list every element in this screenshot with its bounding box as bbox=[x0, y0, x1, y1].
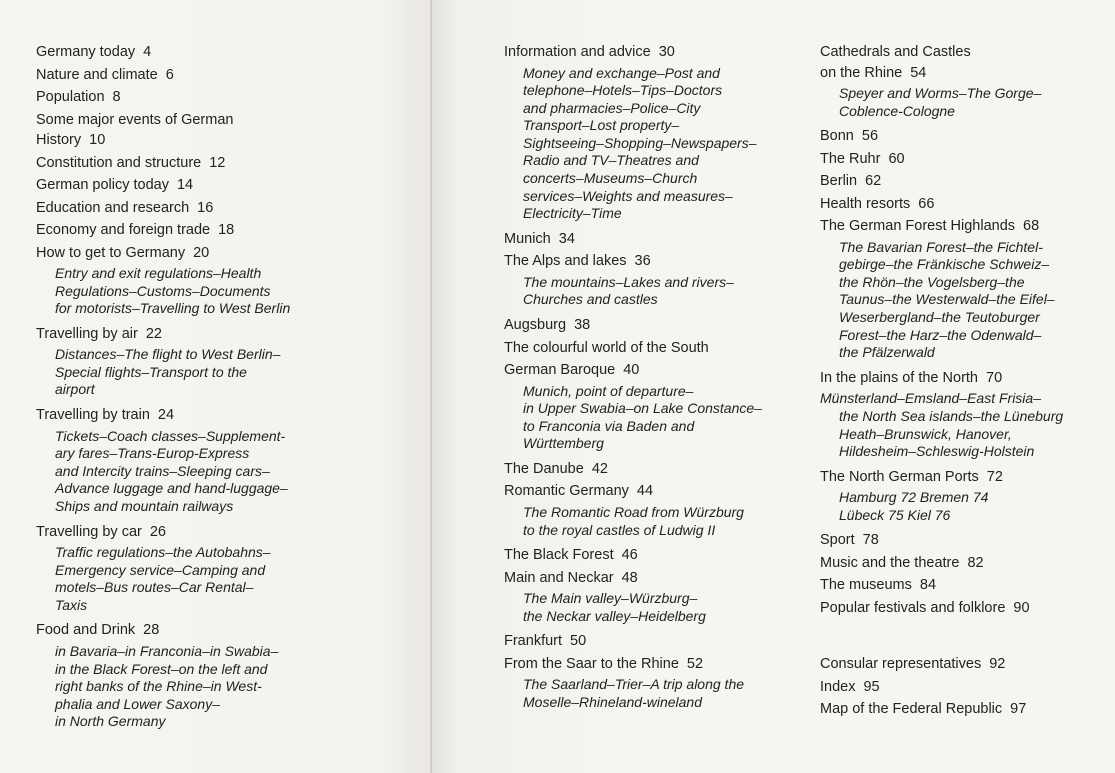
toc-subtopics bbox=[504, 504, 804, 539]
toc-entry bbox=[820, 216, 1115, 237]
toc-subtopic-line: Ships and mountain railways bbox=[55, 497, 234, 514]
toc-subtopics bbox=[36, 346, 416, 399]
toc-subtopic-line: Tickets–Coach classes–Supplement- bbox=[55, 427, 286, 444]
toc-page-number: 46 bbox=[621, 547, 638, 564]
toc-subtopic-line: Heath–Brunswick, Hanover, bbox=[839, 425, 1012, 442]
toc-subtopic-line: Electricity–Time bbox=[523, 205, 622, 222]
toc-subtopic-line: Special flights–Transport to the bbox=[55, 363, 247, 380]
toc-entry-title: Population bbox=[36, 89, 105, 105]
toc-page-number: 16 bbox=[197, 199, 214, 216]
toc-subtopic-line: airport bbox=[55, 381, 95, 398]
toc-page-number: 97 bbox=[1010, 701, 1027, 718]
toc-entry bbox=[36, 153, 416, 174]
toc-page-number: 68 bbox=[1023, 218, 1040, 235]
toc-entry-title: on the Rhine bbox=[820, 64, 903, 81]
toc-entry bbox=[820, 677, 1115, 698]
toc-subtopics bbox=[820, 85, 1115, 120]
toc-page-number: 52 bbox=[686, 655, 704, 672]
toc-entry bbox=[820, 654, 1115, 675]
toc-entry-title: Main and Neckar bbox=[504, 569, 614, 586]
toc-entry-title: Travelling by car bbox=[36, 523, 142, 540]
spacer bbox=[820, 620, 1115, 654]
toc-subtopic-line: Traffic regulations–the Autobahns– bbox=[55, 544, 271, 561]
toc-subtopic-line: Speyer and Worms–The Gorge– bbox=[839, 85, 1042, 101]
toc-subtopic-line: Hamburg 72 Bremen 74 bbox=[839, 489, 989, 506]
toc-entry-title: Popular festivals and folklore bbox=[820, 599, 1006, 616]
toc-page-number: 12 bbox=[209, 154, 226, 171]
toc-subtopic-line: in Bavaria–in Franconia–in Swabia– bbox=[55, 642, 279, 659]
toc-column-right-2 bbox=[820, 42, 1115, 722]
toc-subtopics bbox=[36, 544, 416, 614]
toc-page-number: 10 bbox=[89, 132, 106, 148]
toc-entry-title: The Alps and lakes bbox=[504, 253, 627, 270]
toc-entry-title: Bonn bbox=[820, 128, 854, 145]
toc-entry bbox=[36, 87, 416, 108]
toc-subtopics bbox=[820, 489, 1115, 524]
toc-entry bbox=[504, 229, 804, 250]
toc-page-number: 70 bbox=[986, 369, 1003, 386]
toc-entry bbox=[504, 360, 804, 381]
toc-subtopics bbox=[36, 643, 416, 731]
toc-entry-title: Constitution and structure bbox=[36, 154, 202, 171]
toc-subtopic-line: Transport–Lost property– bbox=[523, 117, 680, 134]
toc-page-number: 30 bbox=[658, 44, 675, 60]
toc-page-number: 92 bbox=[989, 656, 1006, 673]
toc-subtopic-line: Radio and TV–Theatres and bbox=[523, 152, 699, 169]
toc-entry-title: Frankfurt bbox=[504, 633, 563, 650]
toc-entry bbox=[820, 467, 1115, 488]
toc-entry-title: Economy and foreign trade bbox=[36, 222, 211, 238]
toc-subtopic-line: The mountains–Lakes and rivers– bbox=[523, 273, 734, 290]
toc-entry-title: The North German Ports bbox=[820, 468, 979, 485]
toc-entry-title: Education and research bbox=[36, 199, 190, 216]
toc-entry bbox=[820, 194, 1115, 215]
toc-entry bbox=[36, 175, 416, 196]
toc-subtopic-line: Entry and exit regulations–Health bbox=[55, 265, 262, 281]
toc-page-number: 20 bbox=[193, 244, 210, 261]
toc-entry-title: Information and advice bbox=[504, 44, 651, 60]
toc-subtopic-line: for motorists–Travelling to West Berlin bbox=[55, 300, 291, 317]
toc-subtopic-line: Churches and castles bbox=[523, 291, 658, 308]
toc-subtopics bbox=[504, 65, 804, 223]
toc-subtopic-line: and pharmacies–Police–City bbox=[523, 99, 701, 116]
toc-entry-title: The Ruhr bbox=[820, 150, 881, 167]
toc-entry bbox=[820, 368, 1115, 389]
toc-subtopics bbox=[504, 590, 804, 625]
toc-entry bbox=[504, 545, 804, 566]
toc-entry-title: The colourful world of the South bbox=[504, 339, 709, 356]
toc-entry bbox=[820, 42, 1115, 83]
toc-page-number: 72 bbox=[986, 468, 1003, 485]
toc-subtopic-line: Weserbergland–the Teutoburger bbox=[839, 309, 1040, 326]
toc-entry-title: The Black Forest bbox=[504, 547, 614, 564]
toc-page-number: 84 bbox=[919, 577, 937, 594]
toc-page-number: 42 bbox=[591, 460, 608, 477]
toc-entry-title: Health resorts bbox=[820, 195, 911, 212]
toc-page-number: 38 bbox=[574, 317, 591, 334]
toc-entry-title: Munich bbox=[504, 230, 551, 247]
toc-subtopic-line: Lübeck 75 Kiel 76 bbox=[839, 506, 951, 523]
toc-subtopic-line: gebirge–the Fränkische Schweiz– bbox=[839, 256, 1050, 273]
toc-entry-title: Travelling by air bbox=[36, 325, 138, 342]
toc-entry-title: History bbox=[36, 132, 82, 148]
toc-entry bbox=[36, 620, 416, 641]
toc-entry bbox=[504, 338, 804, 359]
toc-page-number: 82 bbox=[967, 554, 984, 571]
toc-page-number: 8 bbox=[112, 89, 121, 105]
toc-subtopic-line: Distances–The flight to West Berlin– bbox=[55, 346, 281, 363]
toc-entry-title: Sport bbox=[820, 532, 855, 549]
toc-page-number: 40 bbox=[623, 362, 640, 379]
toc-subtopic-line: Württemberg bbox=[523, 435, 604, 452]
toc-subtopic-line: phalia and Lower Saxony– bbox=[55, 695, 221, 712]
toc-subtopic-line: to the royal castles of Ludwig II bbox=[523, 521, 716, 538]
toc-page-number: 34 bbox=[558, 230, 575, 247]
toc-entry bbox=[820, 699, 1115, 720]
toc-page-number: 90 bbox=[1013, 599, 1030, 616]
toc-entry bbox=[820, 171, 1115, 192]
toc-page-number: 62 bbox=[865, 173, 882, 190]
toc-subtopic-line: in the Black Forest–on the left and bbox=[55, 660, 268, 677]
toc-subtopics bbox=[504, 676, 804, 711]
toc-subtopic-line: the North Sea islands–the Lüneburg bbox=[839, 407, 1064, 424]
toc-subtopics bbox=[36, 428, 416, 516]
toc-subtopic-line: Taxis bbox=[55, 596, 88, 613]
toc-page-number: 50 bbox=[570, 633, 587, 650]
toc-subtopic-line: Münsterland–Emsland–East Frisia– bbox=[820, 390, 1041, 407]
toc-entry-title: Cathedrals and Castles bbox=[820, 44, 971, 60]
toc-entry-title: Nature and climate bbox=[36, 66, 158, 83]
toc-subtopic-line: Forest–the Harz–the Odenwald– bbox=[839, 326, 1042, 343]
toc-entry-title: Music and the theatre bbox=[820, 554, 960, 571]
toc-subtopic-line: and Intercity trains–Sleeping cars– bbox=[55, 462, 270, 479]
toc-subtopic-line: ary fares–Trans-Europ-Express bbox=[55, 445, 250, 462]
toc-entry-title: Index bbox=[820, 678, 856, 695]
toc-page-number: 48 bbox=[621, 569, 638, 586]
toc-subtopics bbox=[504, 274, 804, 309]
toc-subtopic-line: Hildesheim–Schleswig-Holstein bbox=[839, 443, 1035, 460]
toc-entry-title: The German Forest Highlands bbox=[820, 218, 1016, 235]
toc-subtopic-line: The Main valley–Würzburg– bbox=[523, 590, 698, 607]
toc-column-left bbox=[36, 42, 416, 737]
toc-page-number: 4 bbox=[143, 44, 152, 60]
toc-entry bbox=[504, 315, 804, 336]
toc-entry bbox=[820, 530, 1115, 551]
toc-entry bbox=[36, 324, 416, 345]
toc-entry bbox=[36, 65, 416, 86]
toc-subtopic-line: telephone–Hotels–Tips–Doctors bbox=[523, 82, 723, 99]
toc-entry bbox=[36, 110, 416, 151]
toc-entry-title: Augsburg bbox=[504, 317, 567, 334]
toc-entry-title: Food and Drink bbox=[36, 622, 136, 639]
toc-entry-title: German policy today bbox=[36, 177, 169, 193]
toc-entry bbox=[820, 149, 1115, 170]
toc-page-number: 78 bbox=[862, 532, 879, 549]
toc-page-number: 44 bbox=[636, 483, 654, 500]
toc-entry bbox=[36, 522, 416, 543]
toc-subtopic-line: Regulations–Customs–Documents bbox=[55, 282, 271, 299]
toc-page-number: 60 bbox=[888, 150, 905, 167]
toc-page-number: 36 bbox=[634, 253, 651, 270]
toc-subtopics bbox=[820, 390, 1115, 460]
toc-subtopic-line: services–Weights and measures– bbox=[523, 187, 733, 204]
toc-page-number: 54 bbox=[910, 64, 927, 81]
toc-entry-title: How to get to Germany bbox=[36, 244, 186, 261]
toc-entry bbox=[820, 598, 1115, 619]
toc-entry bbox=[820, 575, 1115, 596]
toc-subtopic-line: concerts–Museums–Church bbox=[523, 170, 698, 187]
toc-subtopic-line: Taunus–the Westerwald–the Eifel– bbox=[839, 291, 1055, 308]
toc-entry bbox=[36, 198, 416, 219]
toc-page-number: 26 bbox=[149, 523, 166, 540]
toc-subtopic-line: The Romantic Road from Würzburg bbox=[523, 503, 744, 520]
toc-subtopic-line: motels–Bus routes–Car Rental– bbox=[55, 579, 254, 596]
toc-subtopics bbox=[504, 383, 804, 453]
toc-entry bbox=[504, 42, 804, 63]
right-page bbox=[432, 0, 1115, 773]
toc-subtopics bbox=[820, 239, 1115, 362]
toc-entry bbox=[504, 251, 804, 272]
toc-entry-title: Berlin bbox=[820, 173, 858, 190]
toc-subtopic-line: the Pfälzerwald bbox=[839, 344, 935, 361]
toc-page-number: 28 bbox=[143, 622, 160, 639]
toc-entry-title: Travelling by train bbox=[36, 407, 150, 424]
toc-subtopic-line: Advance luggage and hand-luggage– bbox=[55, 480, 288, 497]
toc-entry-title: From the Saar to the Rhine bbox=[504, 655, 679, 672]
toc-subtopic-line: to Franconia via Baden and bbox=[523, 417, 695, 434]
toc-subtopic-line: Emergency service–Camping and bbox=[55, 561, 266, 578]
toc-entry bbox=[36, 243, 416, 264]
toc-entry bbox=[504, 631, 804, 652]
toc-entry bbox=[504, 481, 804, 502]
toc-entry-title: Consular representatives bbox=[820, 656, 982, 673]
toc-subtopic-line: Sightseeing–Shopping–Newspapers– bbox=[523, 134, 757, 151]
toc-entry-title: The museums bbox=[820, 577, 912, 594]
toc-subtopic-line: in North Germany bbox=[55, 713, 166, 730]
toc-page-number: 6 bbox=[165, 66, 174, 83]
toc-subtopic-line: The Bavarian Forest–the Fichtel- bbox=[839, 238, 1043, 255]
toc-entry bbox=[36, 42, 416, 63]
toc-subtopic-line: Coblence-Cologne bbox=[839, 102, 955, 119]
toc-subtopic-line: the Neckar valley–Heidelberg bbox=[523, 607, 706, 624]
toc-subtopic-line: right banks of the Rhine–in West- bbox=[55, 678, 262, 695]
toc-entry-title: In the plains of the North bbox=[820, 369, 978, 386]
toc-page-number: 18 bbox=[218, 222, 235, 238]
toc-entry bbox=[36, 220, 416, 241]
toc-subtopics bbox=[36, 265, 416, 318]
toc-subtopic-line: Moselle–Rhineland-wineland bbox=[523, 693, 702, 710]
toc-entry bbox=[504, 568, 804, 589]
toc-page-number: 95 bbox=[863, 678, 880, 695]
toc-page-number: 24 bbox=[157, 407, 175, 424]
toc-entry bbox=[36, 405, 416, 426]
toc-entry bbox=[820, 553, 1115, 574]
toc-entry-title: The Danube bbox=[504, 460, 584, 477]
toc-entry bbox=[504, 654, 804, 675]
toc-entry-title: Romantic Germany bbox=[504, 483, 629, 500]
toc-subtopic-line: in Upper Swabia–on Lake Constance– bbox=[523, 400, 762, 417]
toc-subtopic-line: the Rhön–the Vogelsberg–the bbox=[839, 273, 1025, 290]
toc-subtopic-line: Money and exchange–Post and bbox=[523, 64, 720, 81]
toc-entry bbox=[820, 126, 1115, 147]
toc-subtopic-line: Munich, point of departure– bbox=[523, 382, 694, 399]
toc-entry-title: Map of the Federal Republic bbox=[820, 701, 1003, 718]
toc-page-number: 56 bbox=[861, 128, 879, 145]
toc-entry-title: Some major events of German bbox=[36, 111, 234, 128]
toc-entry bbox=[504, 459, 804, 480]
toc-entry-title: German Baroque bbox=[504, 362, 616, 379]
toc-column-right-1 bbox=[504, 42, 804, 717]
left-page bbox=[0, 0, 432, 773]
toc-page-number: 14 bbox=[176, 177, 194, 193]
toc-page-number: 66 bbox=[918, 195, 935, 212]
toc-subtopic-line: The Saarland–Trier–A trip along the bbox=[523, 676, 745, 693]
toc-entry-title: Germany today bbox=[36, 44, 136, 60]
toc-page-number: 22 bbox=[145, 325, 162, 342]
